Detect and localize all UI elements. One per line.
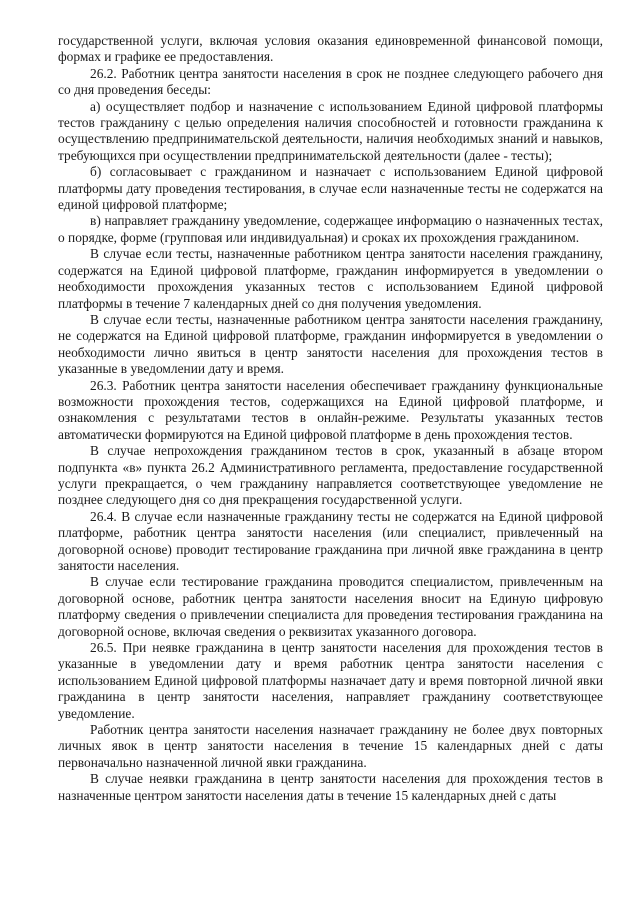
paragraph-continuation: государственной услуги, включая условия оказания единовременной финансовой помощи, формах и графике ее предоставления. [58, 33, 603, 65]
paragraph-repeat-visits: Работник центра занятости населения назначает гражданину не более двух повторных личных явок в центр занятости населения в течение 15 календарных дней с даты первоначально назначенной личной явки гражданина. [58, 722, 603, 770]
paragraph-26-2-a: а) осуществляет подбор и назначение с использованием Единой цифровой платформы тестов гражданину с целью определения наличия способностей и готовности гражданина к осуществлению предпринимательской деятельности, наличия необходимых знаний и навыков, требующихся при осуществлении предпринимательской деятельности (далее - тесты); [58, 98, 603, 163]
paragraph-26-4: 26.4. В случае если назначенные гражданину тесты не содержатся на Единой цифровой платформе, работник центра занятости населения (или специалист, привлеченный на договорной основе) проводит тестирование гражданина при личной явке гражданина в центр занятости населения. [58, 508, 603, 573]
paragraph-specialist: В случае если тестирование гражданина проводится специалистом, привлеченным на договорной основе, работник центра занятости населения вносит на Единую цифровую платформу сведения о привлечении специалиста для проведения тестирования гражданина на договорной основе, включая сведения о реквизитах указанного договора. [58, 574, 603, 639]
paragraph-tests-not-on-platform: В случае если тесты, назначенные работником центра занятости населения гражданину, не содержатся на Единой цифровой платформе, гражданин информируется в уведомлении о необходимости лично явиться в центр занятости населения для прохождения тестов в указанные в уведомлении дату и время. [58, 311, 603, 377]
paragraph-tests-on-platform: В случае если тесты, назначенные работником центра занятости населения гражданину, содержатся на Единой цифровой платформе, гражданин информируется в уведомлении о необходимости прохождения указанных тестов с использованием Единой цифровой платформы в течение 7 календарных дней со дня получения уведомления. [58, 246, 603, 311]
paragraph-26-5: 26.5. При неявке гражданина в центр занятости населения для прохождения тестов в указанные в уведомлении дату и время работник центра занятости населения с использованием Единой цифровой платформы назначает дату и время повторной личной явки гражданина в центр занятости населения, направляет гражданину соответствующее уведомление. [58, 640, 603, 721]
paragraph-non-completion: В случае непрохождения гражданином тестов в срок, указанный в абзаце втором подпункта «в» пункта 26.2 Административного регламента, предоставление государственной услуги прекращается, о чем гражданину направляется соответствующее уведомление не позднее следующего дня со дня прекращения государственной услуги. [58, 443, 603, 508]
paragraph-26-3: 26.3. Работник центра занятости населения обеспечивает гражданину функциональные возможности прохождения тестов, содержащихся на Единой цифровой платформе, и ознакомления с результатами тестов в онлайн-режиме. Результаты указанных тестов автоматически формируются на Единой цифровой платформе в день прохождения тестов. [58, 377, 603, 442]
paragraph-26-2: 26.2. Работник центра занятости населения в срок не позднее следующего рабочего дня со дня проведения беседы: [58, 65, 603, 98]
paragraph-26-2-v: в) направляет гражданину уведомление, содержащее информацию о назначенных тестах, о порядке, форме (групповая или индивидуальная) и сроках их прохождения гражданином. [58, 213, 603, 245]
document-page [58, 33, 603, 804]
paragraph-26-2-b: б) согласовывает с гражданином и назначает с использованием Единой цифровой платформы дату проведения тестирования, в случае если назначенные тесты не содержатся на единой цифровой платформе; [58, 164, 603, 213]
paragraph-no-show: В случае неявки гражданина в центр занятости населения для прохождения тестов в назначенные центром занятости населения даты в течение 15 календарных дней с даты [58, 771, 603, 803]
